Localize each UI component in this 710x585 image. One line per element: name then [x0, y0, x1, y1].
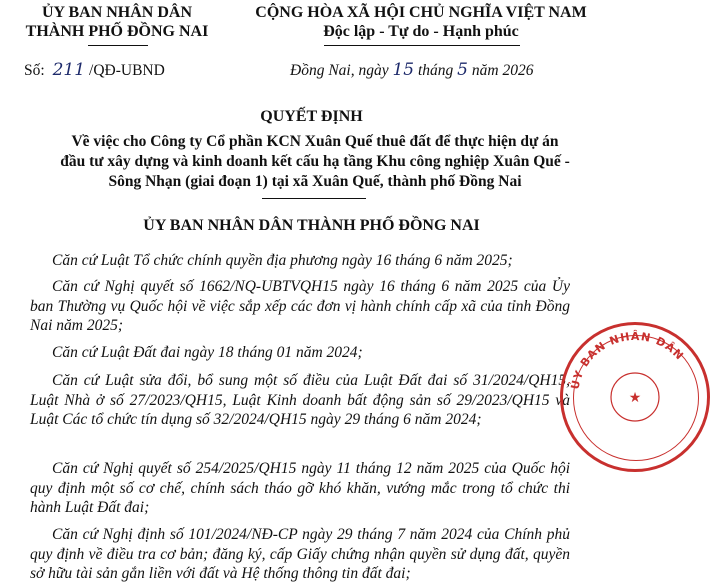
issue-date-month: 5 [457, 60, 468, 80]
issuer-underline [88, 45, 148, 46]
issue-date-year: năm 2026 [471, 62, 534, 79]
national-motto: Độc lập - Tự do - Hạnh phúc [323, 23, 519, 40]
document-subject [55, 132, 575, 192]
issue-date-day: 15 [392, 60, 415, 80]
national-title: CỘNG HÒA XÃ HỘI CHỦ NGHĨA VIỆT NAM [255, 4, 587, 21]
legal-basis-2: Căn cứ Nghị quyết số 1662/NQ-UBTVQH15 ngày 16 tháng 6 năm 2025 của Ủy ban Thường vụ Quốc hội về việc sắp xếp các đơn vị hành chính cấp xã của tỉnh Đồng Nai năm 2025; [30, 278, 570, 334]
national-header [232, 3, 610, 41]
legal-basis-4: Căn cứ Luật sửa đổi, bổ sung một số điều của Luật Đất đai số 31/2024/QH15, Luật Nhà ở số 27/2023/QH15, Luật Kinh doanh bất động sản số 29/2023/QH15 và Luật Các tổ chức tín dụng số 32/2024/QH15 ngày 29 tháng 6 năm 2024; [30, 372, 570, 428]
seal-text-ring [560, 322, 710, 472]
issuer-line-2: THÀNH PHỐ ĐỒNG NAI [25, 23, 209, 40]
document-number-suffix: /QĐ-UBND [89, 62, 165, 79]
legal-basis-1: Căn cứ Luật Tổ chức chính quyền địa phương ngày 16 tháng 6 năm 2025; [52, 252, 513, 269]
seal-text: ỦY BAN NHÂN DÂN [568, 329, 687, 391]
legal-basis-3: Căn cứ Luật Đất đai ngày 18 tháng 01 năm 2024; [52, 344, 363, 361]
document-number-handwritten: 211 [52, 60, 86, 80]
issue-date-place: Đồng Nai, ngày [290, 62, 389, 79]
authority-heading: ỦY BAN NHÂN DÂN THÀNH PHỐ ĐỒNG NAI [143, 217, 480, 234]
motto-underline [324, 45, 520, 46]
issue-date-month-word: tháng [417, 62, 454, 79]
seal-star-icon: ★ [628, 390, 642, 406]
subject-line-1: Về việc cho Công ty Cổ phần KCN Xuân Quế thuê đất để thực hiện dự án [71, 133, 559, 150]
svg-text:ỦY BAN NHÂN DÂN [567, 330, 686, 391]
subject-line-3: Sông Nhạn (giai đoạn 1) tại xã Xuân Quế, thành phố Đồng Nai [108, 173, 522, 190]
legal-basis-6: Căn cứ Nghị định số 101/2024/NĐ-CP ngày 29 tháng 7 năm 2024 của Chính phủ quy định về điều tra cơ bản; đăng ký, cấp Giấy chứng nhận quyền sử dụng đất, quyền sở hữu tài sản gắn liền với đất và Hệ thống thông tin đất đai; [30, 526, 570, 582]
legal-basis-5: Căn cứ Nghị quyết số 254/2025/QH15 ngày 11 tháng 12 năm 2025 của Quốc hội quy định một số cơ chế, chính sách tháo gỡ khó khăn, vướng mắc trong tổ chức thi hành Luật Đất đai; [30, 460, 570, 516]
issuer-header [12, 3, 222, 41]
document-number [24, 60, 165, 80]
document-number-prefix: Số: [24, 62, 45, 79]
document-title: QUYẾT ĐỊNH [260, 108, 363, 125]
issuer-line-1: ỦY BAN NHÂN DÂN [41, 4, 193, 21]
issue-date [290, 60, 533, 80]
official-seal [560, 322, 710, 472]
subject-line-2: đầu tư xây dựng và kinh doanh kết cấu hạ tầng Khu công nghiệp Xuân Quế - [60, 153, 570, 170]
subject-underline [262, 198, 366, 199]
